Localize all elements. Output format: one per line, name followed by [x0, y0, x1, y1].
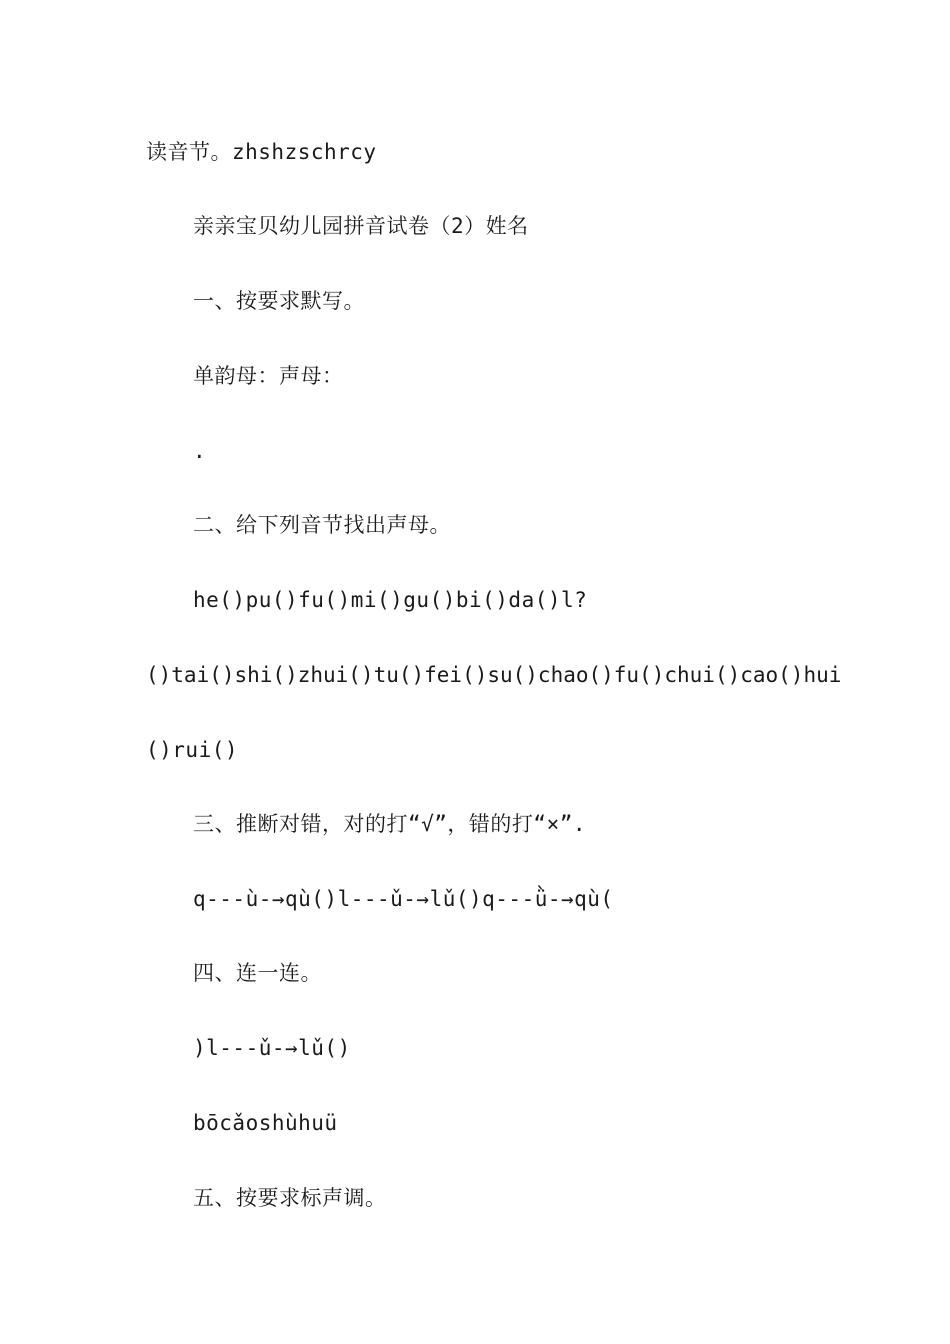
section-3-items: q---ù-→qù()l---ǔ-→lǔ()q---ǜ-→qù( [193, 887, 614, 911]
section-1-heading: 一、按要求默写。 [193, 289, 365, 313]
section-4-items-1: )l---ǔ-→lǔ() [193, 1036, 351, 1060]
section-1-fields: 单韵母：声母： [193, 364, 344, 388]
section-2-items-3: ()rui() [146, 738, 239, 762]
section-2-heading: 二、给下列音节找出声母。 [193, 513, 451, 537]
text-line-reading: 读音节。zhshzschrcy [146, 140, 377, 164]
period-line: . [193, 439, 207, 463]
section-2-items-1: he()pu()fu()mi()gu()bi()da()l? [193, 588, 588, 612]
section-4-heading: 四、连一连。 [193, 961, 322, 985]
section-5-heading: 五、按要求标声调。 [193, 1186, 387, 1210]
section-2-items-2: ()tai()shi()zhui()tu()fei()su()chao()fu()chui()cao()hui [146, 663, 842, 687]
section-4-items-2: bōcǎoshùhuü [193, 1111, 338, 1135]
exam-title: 亲亲宝贝幼儿园拼音试卷（2）姓名 [193, 214, 529, 238]
section-3-heading: 三、推断对错，对的打“√”，错的打“×”. [193, 812, 587, 836]
